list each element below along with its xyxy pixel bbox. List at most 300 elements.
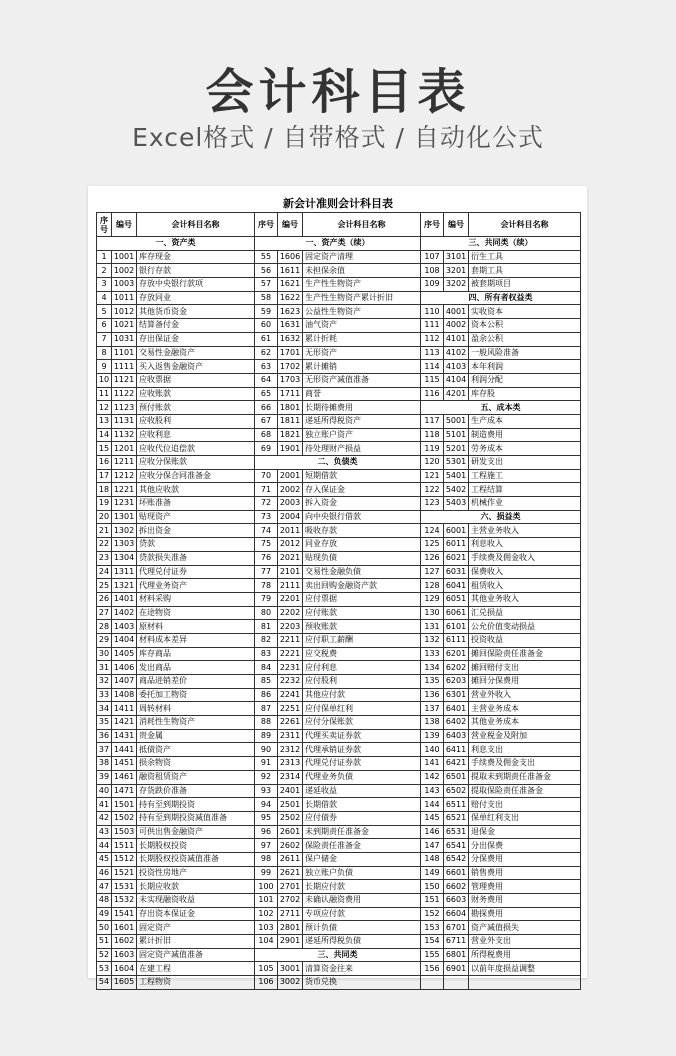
table-row (97, 880, 581, 894)
account-name-cell: 提取未到期责任准备金 (469, 770, 581, 784)
seq-cell: 5 (97, 305, 112, 319)
code-cell: 1011 (112, 291, 137, 305)
section-heading: 五、成本类 (421, 401, 581, 415)
table-row (97, 360, 581, 374)
account-name-cell: 公益性生物资产 (303, 305, 421, 319)
code-cell: 5201 (444, 442, 469, 456)
code-cell: 1811 (278, 414, 303, 428)
account-name-cell: 交易性金融负债 (303, 565, 421, 579)
seq-cell: 17 (97, 469, 112, 483)
seq-cell: 144 (421, 798, 444, 812)
seq-cell: 115 (421, 373, 444, 387)
code-cell: 4104 (444, 373, 469, 387)
seq-cell: 45 (97, 852, 112, 866)
table-row (97, 839, 581, 853)
account-name-cell: 未确认融资费用 (303, 894, 421, 908)
seq-cell: 76 (255, 551, 278, 565)
seq-cell: 151 (421, 894, 444, 908)
table-row (97, 442, 581, 456)
account-name-cell: 代理业务资产 (137, 579, 255, 593)
code-cell: 2401 (278, 784, 303, 798)
code-cell: 1002 (112, 264, 137, 278)
code-cell: 1451 (112, 757, 137, 771)
code-cell: 6011 (444, 538, 469, 552)
code-cell (444, 976, 469, 990)
seq-cell: 110 (421, 305, 444, 319)
seq-cell: 18 (97, 483, 112, 497)
account-name-cell: 代理承销证券款 (303, 743, 421, 757)
seq-cell: 95 (255, 811, 278, 825)
account-name-cell: 摊回分保费用 (469, 675, 581, 689)
code-cell: 2231 (278, 661, 303, 675)
account-name-cell: 拆入资金 (303, 497, 421, 511)
account-name-cell: 应收分保账款 (137, 456, 255, 470)
seq-cell: 120 (421, 456, 444, 470)
table-row (97, 524, 581, 538)
table-row (97, 798, 581, 812)
code-cell: 1302 (112, 524, 137, 538)
account-name-cell: 固定资产清理 (303, 250, 421, 264)
table-row (97, 497, 581, 511)
code-cell: 1405 (112, 647, 137, 661)
seq-cell: 103 (255, 921, 278, 935)
code-cell: 6541 (444, 839, 469, 853)
table-row (97, 483, 581, 497)
table-row (97, 921, 581, 935)
header-name: 会计科目名称 (137, 213, 255, 237)
table-row (97, 250, 581, 264)
seq-cell: 94 (255, 798, 278, 812)
seq-cell: 47 (97, 880, 112, 894)
code-cell: 1531 (112, 880, 137, 894)
account-name-cell: 贷款损失准备 (137, 551, 255, 565)
seq-cell: 146 (421, 825, 444, 839)
code-cell: 2221 (278, 647, 303, 661)
account-name-cell: 长期股权投资 (137, 839, 255, 853)
code-cell: 6021 (444, 551, 469, 565)
seq-cell: 97 (255, 839, 278, 853)
account-name-cell: 其他货币资金 (137, 305, 255, 319)
code-cell: 6031 (444, 565, 469, 579)
seq-cell: 78 (255, 579, 278, 593)
account-name-cell: 生产性生物资产累计折旧 (303, 291, 421, 305)
account-name-cell: 衍生工具 (469, 250, 581, 264)
seq-cell: 44 (97, 839, 112, 853)
seq-cell: 117 (421, 414, 444, 428)
code-cell: 1603 (112, 948, 137, 962)
seq-cell: 149 (421, 866, 444, 880)
code-cell: 2012 (278, 538, 303, 552)
table-row (97, 784, 581, 798)
code-cell: 1212 (112, 469, 137, 483)
code-cell: 1605 (112, 976, 137, 990)
account-name-cell: 实收资本 (469, 305, 581, 319)
code-cell: 2251 (278, 702, 303, 716)
account-name-cell: 吸收存款 (303, 524, 421, 538)
account-name-cell: 汇兑损益 (469, 606, 581, 620)
code-cell: 1441 (112, 743, 137, 757)
code-cell: 1501 (112, 798, 137, 812)
code-cell: 4101 (444, 332, 469, 346)
seq-cell: 99 (255, 866, 278, 880)
account-name-cell: 持有至到期投资减值准备 (137, 811, 255, 825)
table-row (97, 948, 581, 962)
code-cell: 5402 (444, 483, 469, 497)
account-name-cell: 投资性房地产 (137, 866, 255, 880)
table-row (97, 729, 581, 743)
seq-cell: 8 (97, 346, 112, 360)
seq-cell: 150 (421, 880, 444, 894)
account-name-cell: 贵金属 (137, 729, 255, 743)
seq-cell: 33 (97, 688, 112, 702)
seq-cell: 101 (255, 894, 278, 908)
account-name-cell: 其他应收款 (137, 483, 255, 497)
code-cell: 1411 (112, 702, 137, 716)
account-name-cell: 递延收益 (303, 784, 421, 798)
code-cell: 2501 (278, 798, 303, 812)
seq-cell: 92 (255, 770, 278, 784)
seq-cell: 54 (97, 976, 112, 990)
spreadsheet-preview (88, 186, 587, 987)
code-cell: 2711 (278, 907, 303, 921)
code-cell: 3202 (444, 278, 469, 292)
account-name-cell: 固定资产减值准备 (137, 948, 255, 962)
table-row (97, 702, 581, 716)
code-cell: 6301 (444, 688, 469, 702)
code-cell: 2021 (278, 551, 303, 565)
code-cell: 6421 (444, 757, 469, 771)
seq-cell: 26 (97, 592, 112, 606)
seq-cell: 124 (421, 524, 444, 538)
header-row (97, 213, 581, 237)
code-cell: 2004 (278, 510, 303, 524)
account-name-cell: 长期应收款 (137, 880, 255, 894)
account-name-cell: 存入保证金 (303, 483, 421, 497)
code-cell: 6201 (444, 647, 469, 661)
code-cell: 1201 (112, 442, 137, 456)
code-cell: 1541 (112, 907, 137, 921)
code-cell: 1611 (278, 264, 303, 278)
account-name-cell: 保险责任准备金 (303, 839, 421, 853)
seq-cell: 75 (255, 538, 278, 552)
poster-title: 会计科目表 (205, 64, 471, 120)
code-cell: 1512 (112, 852, 137, 866)
account-name-cell: 商誉 (303, 387, 421, 401)
account-name-cell: 公允价值变动损益 (469, 620, 581, 634)
seq-cell: 130 (421, 606, 444, 620)
code-cell: 2001 (278, 469, 303, 483)
section-heading: 三、共同类（续） (421, 237, 581, 251)
account-name-cell: 本年利润 (469, 360, 581, 374)
account-name-cell: 在途物资 (137, 606, 255, 620)
account-name-cell: 同业存放 (303, 538, 421, 552)
code-cell: 2313 (278, 757, 303, 771)
table-row (97, 237, 581, 251)
account-name-cell: 交易性金融资产 (137, 346, 255, 360)
account-name-cell: 清算资金往来 (303, 962, 421, 976)
account-name-cell: 机械作业 (469, 497, 581, 511)
account-name-cell: 累计折旧 (137, 935, 255, 949)
seq-cell: 11 (97, 387, 112, 401)
account-name-cell: 贴现负债 (303, 551, 421, 565)
account-name-cell: 可供出售金融资产 (137, 825, 255, 839)
code-cell: 2314 (278, 770, 303, 784)
seq-cell: 15 (97, 442, 112, 456)
account-name-cell: 勘探费用 (469, 907, 581, 921)
seq-cell: 6 (97, 319, 112, 333)
code-cell: 1461 (112, 770, 137, 784)
account-name-cell: 分保费用 (469, 852, 581, 866)
table-row (97, 962, 581, 976)
seq-cell: 133 (421, 647, 444, 661)
header-code: 编号 (278, 213, 303, 237)
account-name-cell: 累计摊销 (303, 360, 421, 374)
seq-cell: 143 (421, 784, 444, 798)
section-heading: 二、负债类 (255, 456, 421, 470)
code-cell: 4102 (444, 346, 469, 360)
table-row (97, 811, 581, 825)
table-row (97, 264, 581, 278)
code-cell: 2111 (278, 579, 303, 593)
seq-cell: 102 (255, 907, 278, 921)
header-code: 编号 (444, 213, 469, 237)
seq-cell: 134 (421, 661, 444, 675)
seq-cell: 100 (255, 880, 278, 894)
code-cell: 6502 (444, 784, 469, 798)
seq-cell: 42 (97, 811, 112, 825)
account-name-cell: 代理兑付证券 (137, 565, 255, 579)
seq-cell: 9 (97, 360, 112, 374)
seq-cell: 19 (97, 497, 112, 511)
code-cell: 6203 (444, 675, 469, 689)
code-cell: 6101 (444, 620, 469, 634)
table-row (97, 565, 581, 579)
seq-cell: 34 (97, 702, 112, 716)
code-cell: 1632 (278, 332, 303, 346)
code-cell: 1132 (112, 428, 137, 442)
table-row (97, 332, 581, 346)
account-table-grid (96, 195, 580, 987)
seq-cell: 43 (97, 825, 112, 839)
account-name-cell: 货币兑换 (303, 976, 421, 990)
code-cell: 4201 (444, 387, 469, 401)
account-name-cell: 盈余公积 (469, 332, 581, 346)
account-name-cell: 材料成本差异 (137, 633, 255, 647)
seq-cell: 70 (255, 469, 278, 483)
code-cell: 1511 (112, 839, 137, 853)
account-name-cell: 递延所得税负债 (303, 935, 421, 949)
seq-cell: 81 (255, 620, 278, 634)
seq-cell: 51 (97, 935, 112, 949)
code-cell: 5301 (444, 456, 469, 470)
code-cell: 6401 (444, 702, 469, 716)
account-name-cell: 财务费用 (469, 894, 581, 908)
code-cell: 1131 (112, 414, 137, 428)
table-row (97, 647, 581, 661)
seq-cell: 137 (421, 702, 444, 716)
account-name-cell: 其他应付款 (303, 688, 421, 702)
seq-cell: 147 (421, 839, 444, 853)
seq-cell: 111 (421, 319, 444, 333)
table-row (97, 551, 581, 565)
seq-cell: 72 (255, 497, 278, 511)
account-name-cell: 制造费用 (469, 428, 581, 442)
account-name-cell: 银行存款 (137, 264, 255, 278)
seq-cell: 86 (255, 688, 278, 702)
code-cell: 1503 (112, 825, 137, 839)
seq-cell: 98 (255, 852, 278, 866)
code-cell: 2201 (278, 592, 303, 606)
code-cell: 1621 (278, 278, 303, 292)
code-cell: 6701 (444, 921, 469, 935)
seq-cell: 125 (421, 538, 444, 552)
account-name-cell: 存货跌价准备 (137, 784, 255, 798)
code-cell: 1021 (112, 319, 137, 333)
seq-cell: 32 (97, 675, 112, 689)
code-cell: 3101 (444, 250, 469, 264)
account-name-cell: 资本公积 (469, 319, 581, 333)
account-name-cell: 向中央银行借款 (303, 510, 421, 524)
account-name-cell: 工程施工 (469, 469, 581, 483)
code-cell: 3001 (278, 962, 303, 976)
header-seq: 序号 (255, 213, 278, 237)
code-cell: 3002 (278, 976, 303, 990)
code-cell: 1401 (112, 592, 137, 606)
code-cell: 6542 (444, 852, 469, 866)
account-name-cell: 利润分配 (469, 373, 581, 387)
code-cell: 6801 (444, 948, 469, 962)
table-row (97, 510, 581, 524)
account-name-cell: 抵债资产 (137, 743, 255, 757)
table-row (97, 716, 581, 730)
account-name-cell: 结算备付金 (137, 319, 255, 333)
code-cell: 1408 (112, 688, 137, 702)
seq-cell: 77 (255, 565, 278, 579)
seq-cell: 127 (421, 565, 444, 579)
account-name-cell: 营业外支出 (469, 935, 581, 949)
account-name-cell: 研发支出 (469, 456, 581, 470)
code-cell: 1121 (112, 373, 137, 387)
account-name-cell: 持有至到期投资 (137, 798, 255, 812)
account-name-cell: 保费收入 (469, 565, 581, 579)
table-row (97, 278, 581, 292)
account-name-cell: 油气资产 (303, 319, 421, 333)
account-name-cell: 应付保单红利 (303, 702, 421, 716)
section-heading: 一、资产类（续） (255, 237, 421, 251)
account-name-cell: 分出保费 (469, 839, 581, 853)
code-cell: 1311 (112, 565, 137, 579)
code-cell: 1211 (112, 456, 137, 470)
code-cell: 2611 (278, 852, 303, 866)
code-cell: 1602 (112, 935, 137, 949)
seq-cell: 122 (421, 483, 444, 497)
code-cell: 1001 (112, 250, 137, 264)
code-cell: 1402 (112, 606, 137, 620)
poster-subtitle: Excel格式 / 自带格式 / 自动化公式 (132, 123, 544, 152)
seq-cell: 22 (97, 538, 112, 552)
account-name-cell: 专项应付款 (303, 907, 421, 921)
seq-cell: 49 (97, 907, 112, 921)
account-name-cell: 应收票据 (137, 373, 255, 387)
seq-cell: 55 (255, 250, 278, 264)
code-cell: 1406 (112, 661, 137, 675)
table-row (97, 620, 581, 634)
account-name-cell: 预收账款 (303, 620, 421, 634)
account-name-cell: 应收利息 (137, 428, 255, 442)
seq-cell: 126 (421, 551, 444, 565)
account-name-cell: 在建工程 (137, 962, 255, 976)
account-name-cell: 利息收入 (469, 538, 581, 552)
code-cell: 2203 (278, 620, 303, 634)
code-cell: 1631 (278, 319, 303, 333)
seq-cell: 105 (255, 962, 278, 976)
seq-cell: 13 (97, 414, 112, 428)
seq-cell: 50 (97, 921, 112, 935)
code-cell: 1012 (112, 305, 137, 319)
account-name-cell: 利息支出 (469, 743, 581, 757)
account-name-cell: 长期应付款 (303, 880, 421, 894)
code-cell: 6202 (444, 661, 469, 675)
account-name-cell: 所得税费用 (469, 948, 581, 962)
table-row (97, 743, 581, 757)
account-name-cell: 被套期项目 (469, 278, 581, 292)
table-row (97, 456, 581, 470)
account-name-cell: 存出保证金 (137, 332, 255, 346)
code-cell: 6061 (444, 606, 469, 620)
seq-cell: 41 (97, 798, 112, 812)
account-name-cell: 摊回赔付支出 (469, 661, 581, 675)
account-name-cell: 原材料 (137, 620, 255, 634)
code-cell: 6711 (444, 935, 469, 949)
code-cell: 1622 (278, 291, 303, 305)
seq-cell: 85 (255, 675, 278, 689)
code-cell: 4002 (444, 319, 469, 333)
seq-cell: 87 (255, 702, 278, 716)
account-name-cell: 待处理财产损益 (303, 442, 421, 456)
code-cell: 1471 (112, 784, 137, 798)
seq-cell (421, 976, 444, 990)
seq-cell: 69 (255, 442, 278, 456)
table-row (97, 538, 581, 552)
seq-cell: 136 (421, 688, 444, 702)
code-cell: 1404 (112, 633, 137, 647)
seq-cell: 39 (97, 770, 112, 784)
code-cell: 6411 (444, 743, 469, 757)
seq-cell: 132 (421, 633, 444, 647)
code-cell: 1031 (112, 332, 137, 346)
table-row (97, 866, 581, 880)
code-cell: 1403 (112, 620, 137, 634)
code-cell: 1703 (278, 373, 303, 387)
account-name-cell: 长期借款 (303, 798, 421, 812)
code-cell: 1532 (112, 894, 137, 908)
account-name-cell: 未到期责任准备金 (303, 825, 421, 839)
table-row (97, 675, 581, 689)
code-cell: 6001 (444, 524, 469, 538)
code-cell: 1321 (112, 579, 137, 593)
seq-cell: 63 (255, 360, 278, 374)
code-cell: 6521 (444, 811, 469, 825)
account-name-cell: 买入返售金融资产 (137, 360, 255, 374)
account-name-cell: 固定资产 (137, 921, 255, 935)
account-name-cell: 生产成本 (469, 414, 581, 428)
account-name-cell: 保户储金 (303, 852, 421, 866)
code-cell: 1821 (278, 428, 303, 442)
account-name-cell: 劳务成本 (469, 442, 581, 456)
seq-cell: 40 (97, 784, 112, 798)
table-body (97, 237, 581, 990)
seq-cell: 74 (255, 524, 278, 538)
